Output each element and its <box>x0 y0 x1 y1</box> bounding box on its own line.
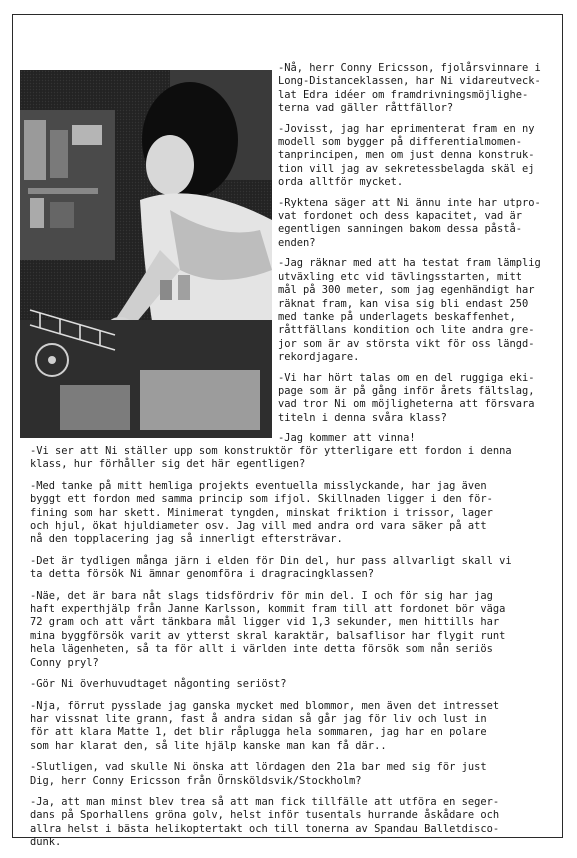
side-column <box>278 62 563 453</box>
body-paragraph: -Vi ser att Ni ställer upp som konstruktör för ytterligare ett fordon i denna klass, hur förhåller sig det här egentligen? <box>30 445 512 471</box>
main-column <box>30 445 555 858</box>
body-paragraph: -Ja, att man minst blev trea så att man fick tillfälle att utföra en seger- dans på Sporhallens gröna golv, helst inför tusentals hurrande åskådare och allra helst i bästa helikoptertakt och till tonerna av Spandau Balletdisco- dunk. <box>30 795 500 849</box>
side-paragraph: -Jovisst, jag har eprimenterat fram en ny modell som bygger på differentialmomen- tanprincipen, men om just denna konstruk- tion vill jag av sekretessbelagda skäl ej orda alltför mycket. <box>278 122 535 189</box>
side-paragraph: -Vi har hört talas om en del ruggiga eki- page som är på gång inför årets fältslag, vad tror Ni om möjligheterna att försvara titeln i denna svåra klass? <box>278 371 535 424</box>
side-paragraph: -Ryktena säger att Ni ännu inte har utpro- vat fordonet och dess kapacitet, vad är egentligen sanningen bakom dessa påstå- enden? <box>278 196 541 249</box>
body-paragraph: -Slutligen, vad skulle Ni önska att lördagen den 21a bar med sig för just Dig, herr Conny Ericsson från Örnsköldsvik/Stockholm? <box>30 761 487 787</box>
side-paragraph: -Jag räknar med att ha testat fram lämplig utväxling etc vid tävlingsstarten, mitt mål på 300 meter, som jag egenhändigt har räknat fram, kan visa sig bli endast 250 med tanke på underlagets beskaffenhet, råttfällans kondition och lite andra gre- jor som är av största vikt för oss längd- rekordjagare. <box>278 257 541 364</box>
body-paragraph: -Gör Ni överhuvudtaget någonting seriöst? <box>30 678 287 691</box>
side-paragraph: -Nå, herr Conny Ericsson, fjolårsvinnare i Long-Distanceklassen, har Ni vidareutveck- lat Edra idéer om framdrivningsmöjlighe- terna vad gäller råttfällor? <box>278 62 541 115</box>
body-paragraph: -Nja, förrut pysslade jag ganska mycket med blommor, men även det intresset har vissnat lite grann, fast å andra sidan så går jag för liv och lust in för att klara Matte 1, det blir råplugga hela sommaren, jag har en polare som har klarat den, så lite hjälp kanske man kan få där.. <box>30 699 500 752</box>
body-paragraph: -Det är tydligen många järn i elden för Din del, hur pass allvarligt skall vi ta detta försök Ni ämnar genomföra i dragracingklassen? <box>30 554 512 581</box>
body-paragraph: -Näe, det är bara nåt slags tidsfördriv för min del. I och för sig har jag haft experthjälp från Janne Karlsson, kommit fram till att fordonet bör väga 72 gram och att vårt tänkbara mål ligger vid 1,3 sekunder, men hittills har mina byggförsök varit av ytterst skral karaktär, balsaflisor har flygit runt hela lägenheten, så ta för allt i världen inte detta försök som nån seriös Conny pryl? <box>30 589 506 669</box>
side-paragraph: -Jag kommer att vinna! <box>278 432 416 445</box>
photo-illustration <box>20 70 272 438</box>
interview-photo <box>20 70 272 438</box>
body-paragraph: -Med tanke på mitt hemliga projekts eventuella misslyckande, har jag även byggt ett fordon med samma princip som ifjol. Skillnaden ligger i den för- fining som har skett. Minimerat tyngden, minskat friktion i trissor, lager och hjul, ökat hjuldiameter osv. Jag vill med andra ord vara säker på att nå den topplacering jag så innerligt eftersträvar. <box>30 479 493 546</box>
